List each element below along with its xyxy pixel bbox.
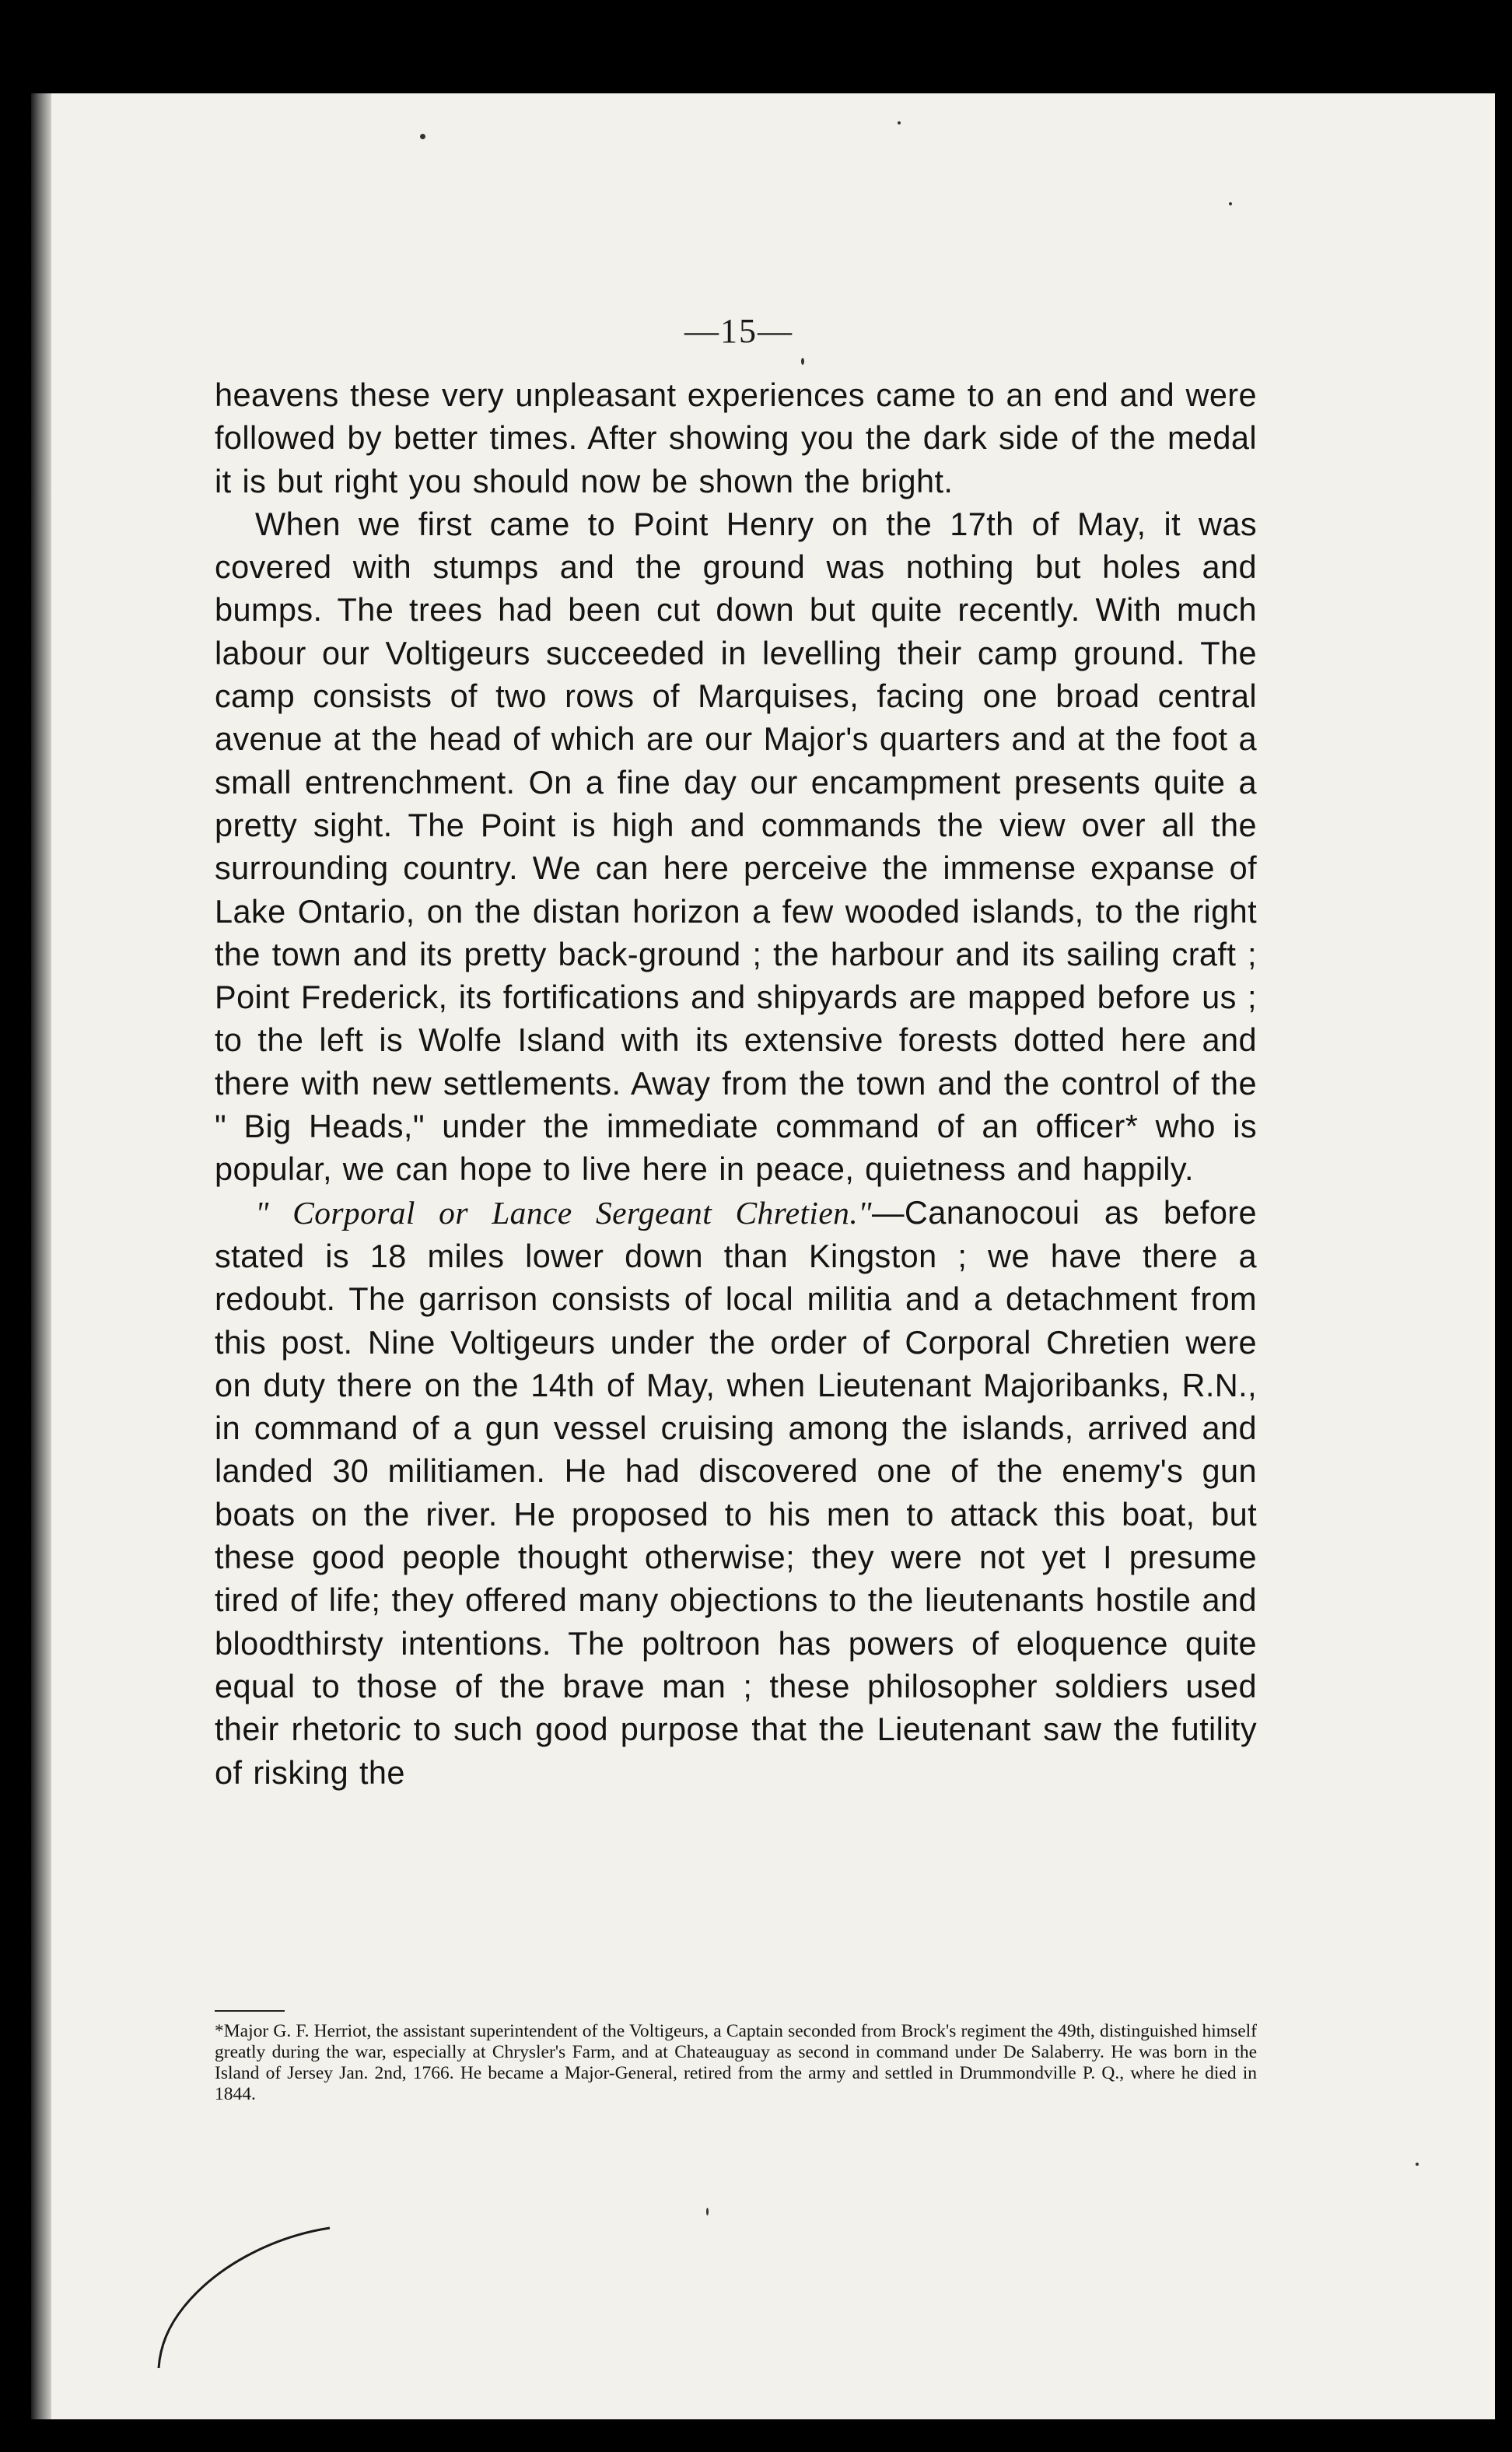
paragraph-1: heavens these very unpleasant experiences came to an end and were followed by better times. After showing you the dark side of the medal it is but right you should now be shown the bright. [215,377,1257,499]
scan-speck [898,121,901,124]
footnote: *Major G. F. Herriot, the assistant superintendent of the Voltigeurs, a Captain seconded from Brock's regiment the 49th, distinguished himself greatly during the war, especially at Chrysler's Farm, and at Chateauguay as second in command under De Salaberry. He was born in the Island of Jersey Jan. 2nd, 1766. He became a Major-General, retired from the army and settled in Drummondville P. Q., where he died in 1844. [215,2021,1257,2104]
scan-speck [420,134,425,139]
paragraph-2: When we first came to Point Henry on the 17th of May, it was covered with stumps and the ground was nothing but holes and bumps. The trees had been cut down but quite recently. With much labour our Voltigeurs succeeded in levelling their camp ground. The camp consists of two rows of Marquises, facing one broad central avenue at the head of which are our Major's quarters and at the foot a small entrenchment. On a fine day our encampment presents quite a pretty sight. The Point is high and commands the view over all the surrounding country. We can here perceive the immense expanse of Lake Ontario, on the distan horizon a few wooded islands, to the right the town and its pretty back-ground ; the harbour and its sailing craft ; Point Frederick, its fortifications and shipyards are mapped before us ; to the left is Wolfe Island with its extensive forests dotted here and there with new settlements. Away from the town and the control of the " Big Heads," under the immediate command of an officer* who is popular, we can hope to live here in peace, quietness and happily. [215,505,1257,1188]
paragraph-3-text: —Cananocoui as before stated is 18 miles lower down than Kingston ; we have there a redoubt. The garrison consists of local militia and a detachment from this post. Nine Voltigeurs under the order of Corporal Chretien were on duty there on the 14th of May, when Lieutenant Majoribanks, R.N., in command of a gun vessel cruising among the islands, arrived and landed 30 militiamen. He had discovered one of the enemy's gun boats on the river. He proposed to his men to attack this boat, but these good people thought otherwise; they were not yet I presume tired of life; they offered many objections to the lieutenants hostile and bloodthirsty intentions. The poltroon has powers of eloquence quite equal to those of the brave man ; these philosopher soldiers used their rhetoric to such good purpose that the Lieutenant saw the futility of risking the [215,1193,1257,1791]
page-number: —15— [684,312,793,350]
pen-stroke-mark [152,2222,331,2370]
scan-speck [1229,202,1232,205]
scan-speck [706,2208,709,2216]
body-text [215,373,1257,1794]
paragraph-3 [215,1191,1257,1794]
scan-speck [801,358,804,365]
paragraph-3-italic-lead: " Corporal or Lance Sergeant Chretien." [255,1194,872,1231]
scan-speck [1416,2163,1419,2166]
footnote-rule [215,2010,285,2012]
binding-shadow [31,93,51,2419]
